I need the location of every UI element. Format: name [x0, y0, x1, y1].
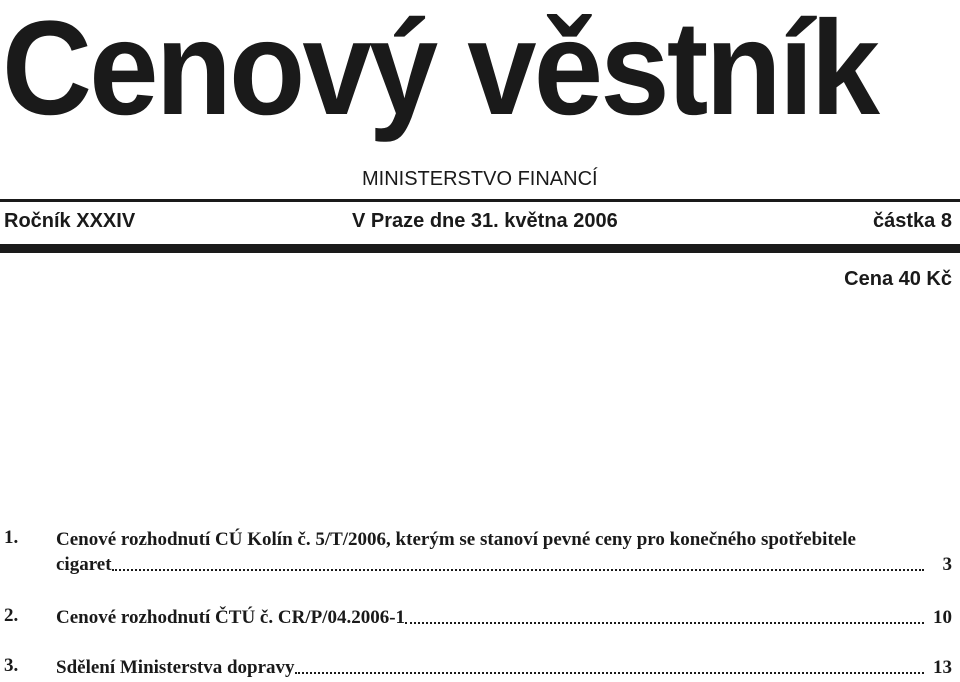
toc-item[interactable]	[0, 655, 960, 680]
toc-item-number: 2.	[4, 605, 19, 626]
issue-year: Ročník XXXIV	[4, 210, 136, 232]
issue-price: Cena 40 Kč	[844, 268, 952, 290]
toc-item-title: Sdělení Ministerstva dopravy	[56, 657, 295, 678]
issue-part: částka 8	[873, 210, 952, 232]
toc-item[interactable]	[0, 605, 960, 630]
toc-item-page: 10	[933, 607, 952, 628]
toc-item[interactable]	[0, 527, 960, 577]
toc-leader-dots	[295, 672, 924, 674]
header-rule	[0, 199, 960, 202]
toc-item-title-line	[56, 552, 952, 577]
toc-item-number: 3.	[4, 655, 19, 676]
header-thick-rule	[0, 244, 960, 253]
toc-item-title-line	[56, 527, 952, 552]
toc-item-title-continued: cigaret	[56, 554, 112, 575]
toc-item-title-line	[56, 605, 952, 630]
toc-leader-dots	[112, 569, 924, 571]
ministry-name: MINISTERSTVO FINANCÍ	[362, 168, 598, 190]
toc-item-title-line	[56, 655, 952, 680]
toc-item-page: 13	[933, 657, 952, 678]
toc-leader-dots	[405, 622, 924, 624]
toc-item-number: 1.	[4, 527, 19, 548]
issue-date: V Praze dne 31. května 2006	[352, 210, 618, 232]
table-of-contents	[0, 527, 960, 678]
toc-item-page: 3	[942, 554, 952, 575]
toc-item-title: Cenové rozhodnutí CÚ Kolín č. 5/T/2006, kterým se stanoví pevné ceny pro konečného spotřebitele	[56, 529, 856, 550]
masthead-title: Cenový věstník	[2, 0, 878, 143]
toc-item-title: Cenové rozhodnutí ČTÚ č. CR/P/04.2006-1	[56, 607, 406, 628]
